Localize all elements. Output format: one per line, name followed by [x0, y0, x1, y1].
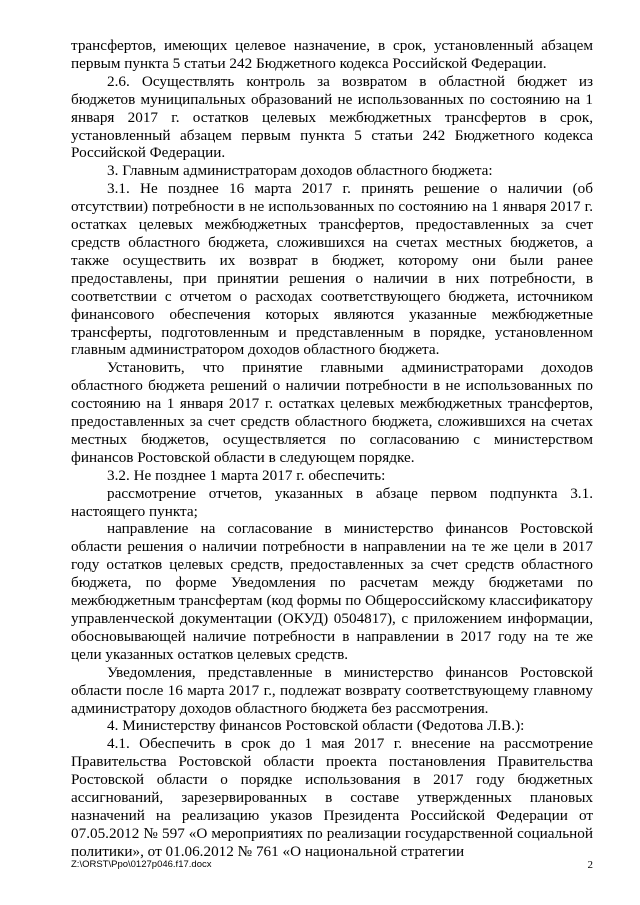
page-footer — [71, 859, 593, 873]
paragraph-2-6: 2.6. Осуществлять контроль за возвратом в областной бюджет из бюджетов муниципальных образований не использованных по состоянию на 1 января 2017 г. остатков целевых межбюджетных трансфертов в срок, установленный абзацем первым пункта 5 статьи 242 Бюджетного кодекса Российской Федерации. — [71, 72, 593, 162]
footer-file-path: Z:\ORST\Ppo\0127p046.f17.docx — [71, 859, 212, 870]
paragraph-3-2: 3.2. Не позднее 1 марта 2017 г. обеспечить: — [107, 466, 386, 484]
paragraph-4-1: 4.1. Обеспечить в срок до 1 мая 2017 г. внесение на рассмотрение Правительства Ростовской области проекта постановления Правительства Ростовской области о порядке использования в 2017 году бюджетных ассигнований, зарезервированных в составе утвержденных плановых назначений на реализацию указов Президента Российской Федерации от 07.05.2012 № 597 «О мероприятиях по реализации государственной социальной политики», от 01.06.2012 № 761 «О национальной стратегии — [71, 735, 593, 860]
paragraph-establish: Установить, что принятие главными администраторами доходов областного бюджета решений о наличии потребности в не использованных по состоянию на 1 января 2017 г. остатках целевых межбюджетных трансфертов, предоставленных за счет средств областного бюджета, сложившихся на счетах местных бюджетов, осуществляется по согласованию с министерством финансов Ростовской области в следующем порядке. — [71, 359, 593, 466]
document-body — [71, 37, 593, 861]
footer-page-number: 2 — [587, 859, 593, 871]
paragraph-review-reports: рассмотрение отчетов, указанных в абзаце первом подпункта 3.1. настоящего пункта; — [71, 484, 593, 520]
paragraph-3-1: 3.1. Не позднее 16 марта 2017 г. принять решение о наличии (об отсутствии) потребности в не использованных по состоянию на 1 января 2017 г. остатках целевых межбюджетных трансфертов, предоставленных за счет средств областного бюджета, сложившихся на счетах местных бюджетов, а также осуществить их возврат в бюджет, которому они были ранее предоставлены, при принятии решения о наличии в них потребности, в соответствии с отчетом о расходах соответствующего бюджета, источником финансового обеспечения которых являются указанные межбюджетные трансферты, подготовленным и представленным в порядке, установленном главным администратором доходов областного бюджета. — [71, 180, 593, 359]
paragraph-4-heading: 4. Министерству финансов Ростовской области (Федотова Л.В.): — [107, 717, 525, 735]
paragraph-3-heading: 3. Главным администраторам доходов областного бюджета: — [107, 162, 493, 180]
paragraph-send-approval: направление на согласование в министерство финансов Ростовской области решения о наличии потребности в направлении на те же цели в 2017 году остатков целевых средств, предоставленных за счет средств областного бюджета, по форме Уведомления по расчетам между бюджетами по межбюджетным трансфертам (код формы по Общероссийскому классификатору управленческой документации (ОКУД) 0504817), с приложением информации, обосновывающей наличие потребности в направлении в 2017 году на те же цели указанных остатков целевых средств. — [71, 520, 593, 663]
paragraph-notifications: Уведомления, представленные в министерство финансов Ростовской области после 16 марта 2017 г., подлежат возврату соответствующему главному администратору доходов областного бюджета без рассмотрения. — [71, 663, 593, 717]
paragraph-continuation: трансфертов, имеющих целевое назначение, в срок, установленный абзацем первым пункта 5 статьи 242 Бюджетного кодекса Российской Федерации. — [71, 37, 593, 72]
